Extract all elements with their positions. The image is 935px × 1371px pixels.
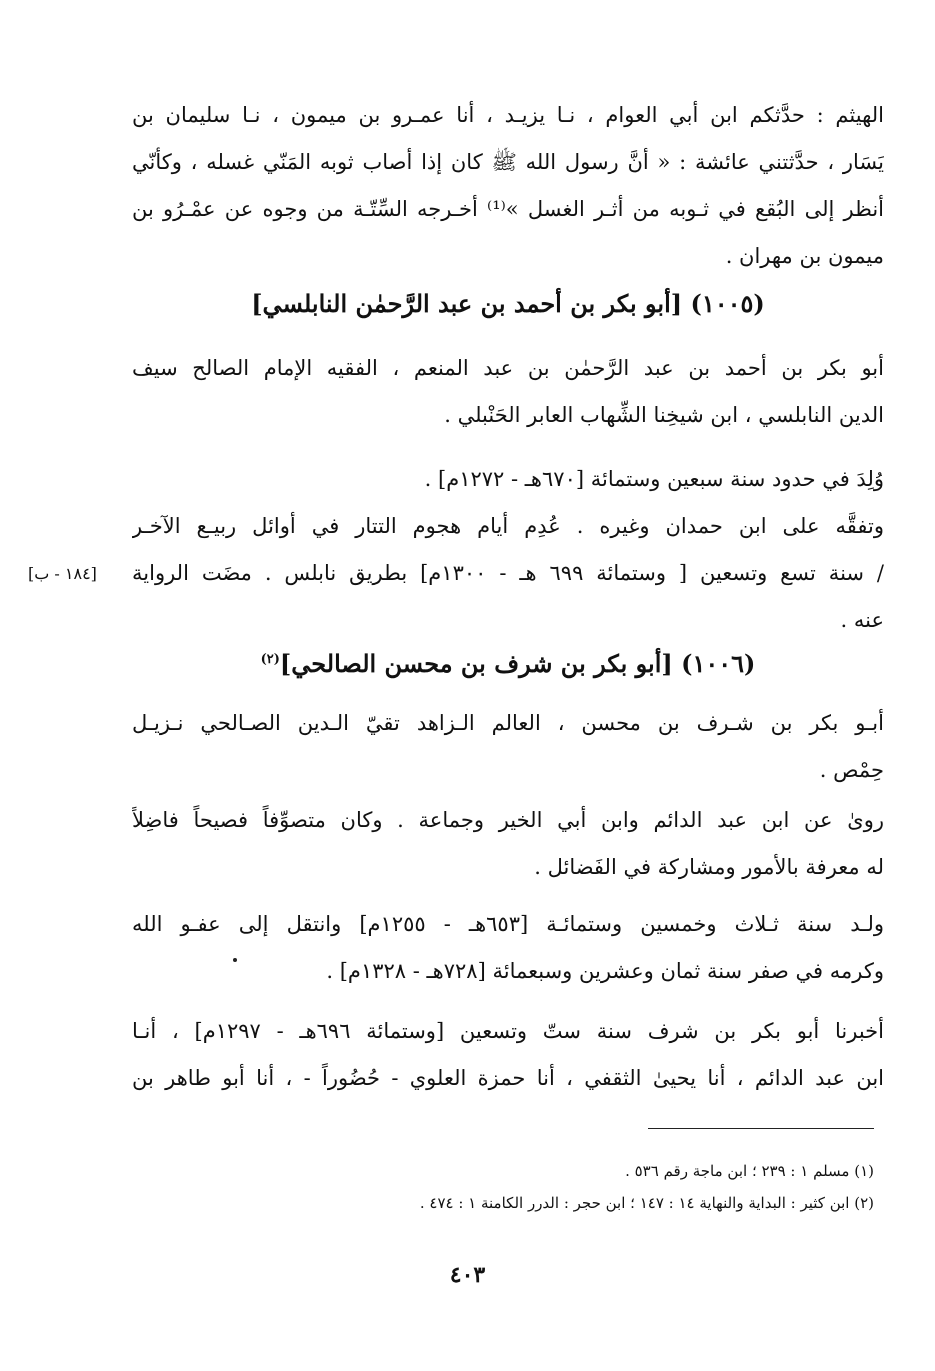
text-line: وُلِدَ في حدود سنة سبعين وستمائة [٦٧٠هـ - ١٢٧٢م] . xyxy=(424,467,884,491)
text-line: له معرفة بالأمور ومشاركة في الفَضائل . xyxy=(534,855,884,879)
paragraph-dates-1006 xyxy=(132,901,884,995)
entry-heading-1005 xyxy=(132,284,884,324)
text-line: وتفقَّه على ابن حمدان وغيره . عُدِم أيام هجوم التتار في أوائل ربيـع الآخـر xyxy=(132,514,884,538)
text-line: أبـو بكر بن شـرف بن محسن ، العالم الـزاهد تقيّ الـدين الصـالحي نـزيـل xyxy=(132,711,884,735)
footnote-separator xyxy=(648,1128,874,1129)
footnotes xyxy=(132,1155,874,1219)
entry-heading-text: (١٠٠٦) [أبو بكر بن شرف بن محسن الصالحي] xyxy=(279,649,756,678)
paragraph-birth-1005 xyxy=(132,456,884,644)
text-line: / سنة تسع وتسعين [ وستمائة ٦٩٩ هـ - ١٣٠٠م] بطريق نابلس . مضَت الرواية xyxy=(132,561,884,585)
text-line: أبو بكر بن أحمد بن عبد الرَّحمٰن بن عبد المنعم ، الفقيه الإمام الصالح سيف xyxy=(132,356,884,380)
manuscript-folio-note: [١٨٤ - ب] xyxy=(28,564,97,583)
text-line: أخبرنا أبو بكر بن شرف سنة ستّ وتسعين [وستمائة ٦٩٦هـ - ١٢٩٧م] ، أنـا xyxy=(132,1019,884,1043)
entry-heading-text: (١٠٠٥) [أبو بكر بن أحمد بن عبد الرَّحمٰن النابلسي] xyxy=(251,289,765,318)
text-line: حِمْص . xyxy=(819,758,884,782)
ink-dot xyxy=(233,958,237,962)
footnote-1: (١) مسلم ١ : ٢٣٩ ؛ ابن ماجة رقم ٥٣٦ . xyxy=(625,1162,874,1180)
paragraph-bio-1006 xyxy=(132,700,884,794)
text-line: وكرمه في صفر سنة ثمان وعشرين وسبعمائة [٧٢٨هـ - ١٣٢٨م] . xyxy=(326,959,884,983)
page-number: ٤٠٣ xyxy=(449,1262,486,1288)
paragraph-continuation xyxy=(132,92,884,280)
text-line: ميمون بن مهران . xyxy=(725,244,884,268)
text-line: عنه . xyxy=(840,608,884,632)
entry-heading-1006 xyxy=(132,640,884,684)
text-line: ابن عبد الدائم ، أنا يحيىٰ الثقفي ، أنا حمزة العلوي - حُضُوراً - ، أنا أبو طاهر بن xyxy=(132,1066,884,1090)
paragraph-bio-1005 xyxy=(132,345,884,439)
paragraph-narration-1006 xyxy=(132,797,884,891)
footnote-2: (٢) ابن كثير : البداية والنهاية ١٤ : ١٤٧ ؛ ابن حجر : الدرر الكامنة ١ : ٤٧٤ . xyxy=(419,1194,874,1212)
footnote-reference: (٢) xyxy=(260,652,280,667)
text-line: أنظر إلى البُقع في ثـوبه من أثـر الغسل »⁽¹⁾ أخـرجه السِّتّـة من وجوه عن عمْـرُو بن xyxy=(132,197,884,221)
text-line: ولـد سنة ثـلاث وخمسين وستمائـة [٦٥٣هـ - ١٢٥٥م] وانتقل إلى عفـو الله xyxy=(132,912,884,936)
paragraph-chain-1006 xyxy=(132,1008,884,1102)
text-line: روىٰ عن ابن عبد الدائم وابن أبي الخير وجماعة . وكان متصوِّفاً فصيحاً فاضِلاً xyxy=(132,808,884,832)
text-line: الدين النابلسي ، ابن شيخِنا الشِّهاب العابر الحَنْبلي . xyxy=(444,403,884,427)
text-line: الهيثم : حدَّثكم ابن أبي العوام ، نـا يزيـد ، أنا عمـرو بن ميمون ، نـا سليمان بن xyxy=(132,103,884,127)
text-line: يَسَار ، حدَّثتني عائشة : « أنَّ رسول الله ﷺ كان إذا أصاب ثوبه المَنّي غسله ، وكأنّي xyxy=(132,150,884,174)
